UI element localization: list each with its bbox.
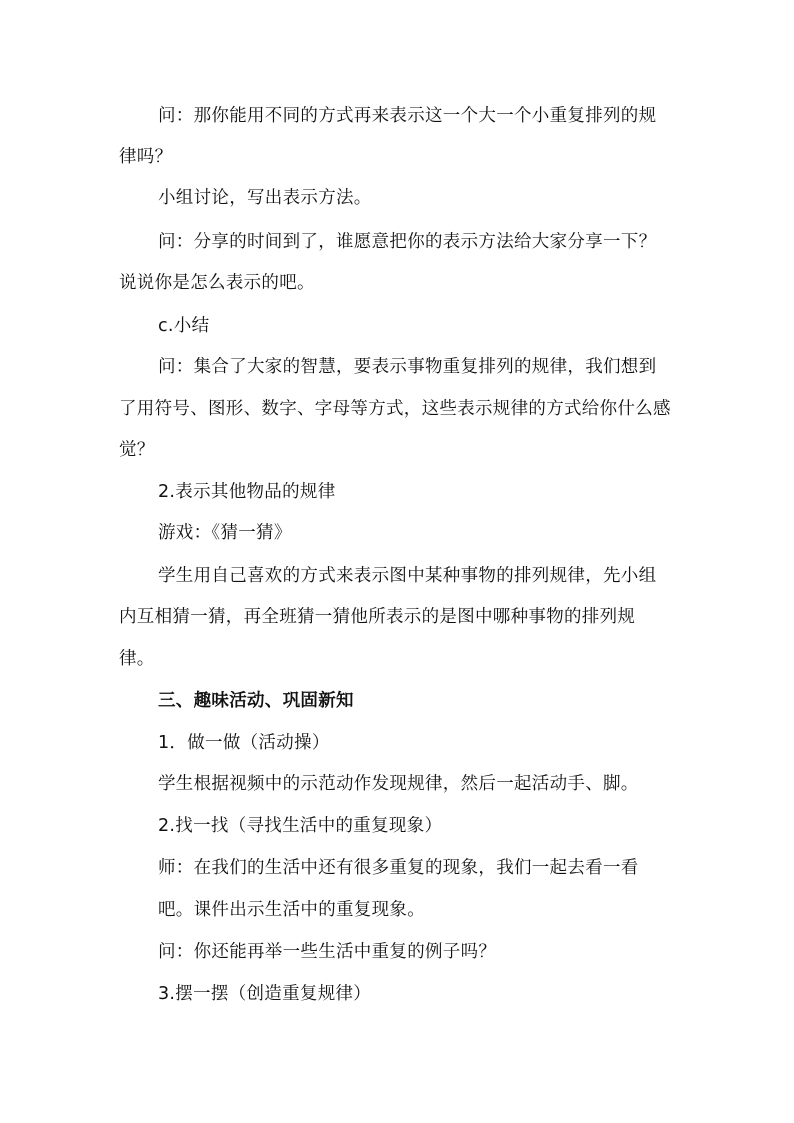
paragraph-line: 问：那你能用不同的方式再来表示这一个大一个小重复排列的规 bbox=[158, 106, 657, 126]
paragraph-line: 吧。课件出示生活中的重复现象。 bbox=[158, 900, 425, 920]
section-heading: 三、趣味活动、巩固新知 bbox=[158, 691, 354, 711]
section-label: c.小结 bbox=[158, 316, 210, 336]
paragraph-line: 问：你还能再举一些生活中重复的例子吗？ bbox=[158, 942, 497, 962]
paragraph-line: 觉？ bbox=[119, 440, 155, 460]
paragraph-line: 问：集合了大家的智慧，要表示事物重复排列的规律，我们想到 bbox=[158, 357, 657, 377]
paragraph-line: 内互相猜一猜，再全班猜一猜他所表示的是图中哪种事物的排列规 bbox=[119, 607, 636, 627]
paragraph-line: 律。 bbox=[119, 649, 155, 669]
paragraph-line: 小组讨论，写出表示方法。 bbox=[158, 188, 372, 208]
paragraph-line: 游戏：《猜一猜》 bbox=[158, 523, 292, 543]
paragraph-line: 学生用自己喜欢的方式来表示图中某种事物的排列规律，先小组 bbox=[158, 566, 657, 586]
paragraph-line: 师：在我们的生活中还有很多重复的现象，我们一起去看一看 bbox=[158, 858, 639, 878]
subheading: 3.摆一摆（创造重复规律） bbox=[158, 984, 372, 1004]
paragraph-line: 说说你是怎么表示的吧。 bbox=[119, 273, 315, 293]
paragraph-line: 律吗？ bbox=[119, 147, 173, 167]
subheading: 2.找一找（寻找生活中的重复现象） bbox=[158, 816, 443, 836]
paragraph-line: 学生根据视频中的示范动作发现规律，然后一起活动手、脚。 bbox=[158, 774, 639, 794]
subheading: 1．做一做（活动操） bbox=[158, 733, 330, 753]
subheading: 2.表示其他物品的规律 bbox=[158, 482, 336, 502]
paragraph-line: 问：分享的时间到了，谁愿意把你的表示方法给大家分享一下？ bbox=[158, 232, 657, 252]
paragraph-line: 了用符号、图形、数字、字母等方式，这些表示规律的方式给你什么感 bbox=[119, 399, 671, 419]
